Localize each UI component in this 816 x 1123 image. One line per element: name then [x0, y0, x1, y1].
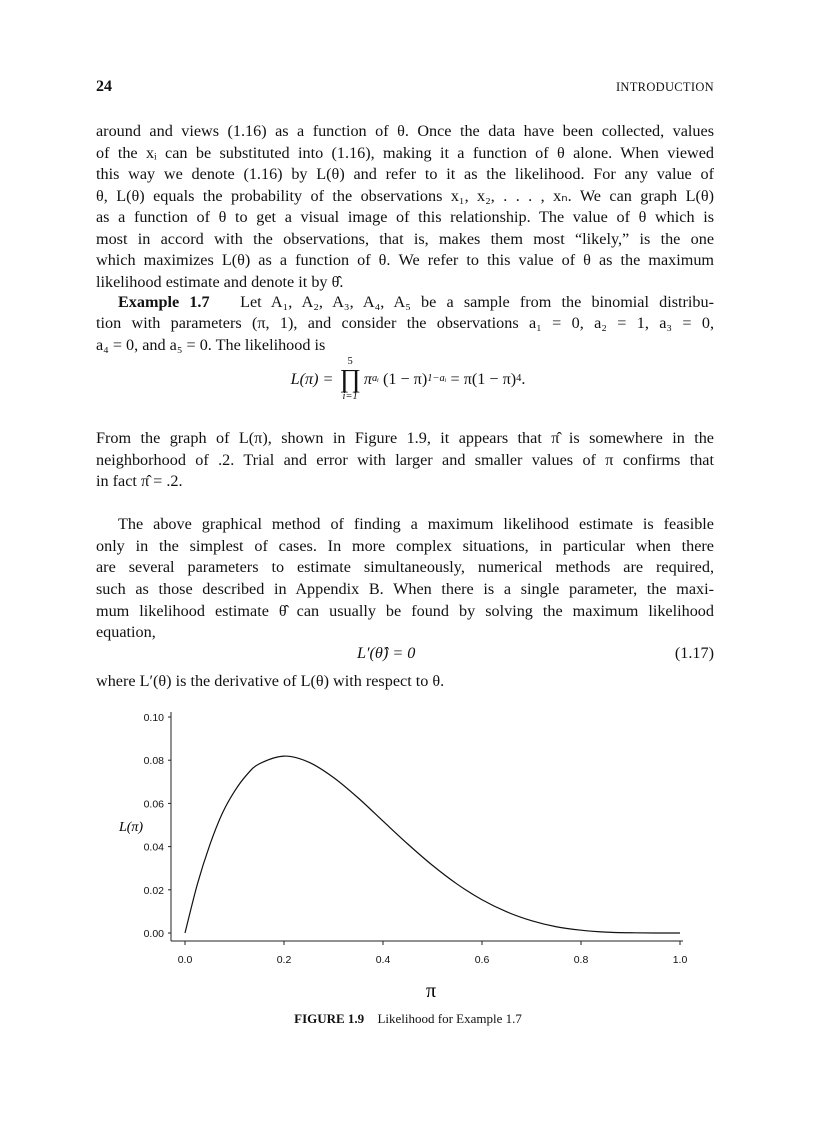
figure-caption: [0, 1011, 816, 1027]
text-line: likelihood estimate and denote it by θ̂.: [96, 273, 344, 291]
eq-part: = π(1 − π): [450, 369, 517, 388]
x-tick-label: 0.8: [573, 954, 589, 966]
text-line: mum likelihood estimate θ̂ can usually be found by solving the maximum likelihood: [96, 602, 714, 620]
example-label: Example 1.7: [118, 293, 210, 311]
y-tick-label: 0.08: [143, 755, 164, 768]
x-axis-label: π: [425, 980, 437, 1002]
running-head: INTRODUCTION: [615, 80, 714, 94]
prod-upper: 5: [347, 356, 353, 367]
text-line: most in accord with the observations, that is, makes them most “likely,” is the one: [96, 230, 714, 248]
eq-part: π: [363, 369, 372, 388]
text-line: only in the simplest of cases. In more complex situations, in particular when there: [96, 537, 714, 555]
x-tick-label: 0.6: [474, 954, 490, 966]
x-tick-label: 1.0: [672, 954, 688, 966]
text-line: as a function of θ to get a visual image of this relationship. The value of θ which is: [96, 208, 714, 226]
x-tick-label: 0.4: [375, 954, 391, 966]
paragraph-derivative: where L′(θ) is the derivative of L(θ) with respect to θ.: [96, 672, 445, 690]
text-line: which maximizes L(θ) as a function of θ. We refer to this value of θ as the maximum: [96, 251, 714, 269]
y-tick-label: 0.00: [143, 928, 164, 940]
y-axis-label: L(π): [118, 820, 144, 835]
eq-sup: aᵢ: [371, 373, 379, 384]
eq-sup: 1−aᵢ: [427, 373, 447, 384]
text-line: θ, L(θ) equals the probability of the observations x₁, x₂, . . . , xₙ. We can graph L(θ): [96, 187, 714, 205]
page-number: 24: [96, 78, 112, 95]
product-block: [339, 356, 360, 402]
example-line: a₄ = 0, and a₅ = 0. The likelihood is: [96, 336, 326, 354]
text-line: From the graph of L(π), shown in Figure 1.9, it appears that π̂ is somewhere in the: [96, 429, 714, 447]
text-line: such as those described in Appendix B. When there is a single parameter, the maxi-: [96, 580, 714, 598]
x-tick-label: 0.2: [276, 954, 292, 966]
y-tick-label: 0.10: [143, 712, 164, 724]
eq-sup: 4: [516, 373, 522, 384]
text-line: equation,: [96, 623, 156, 641]
figure-caption-text: Likelihood for Example 1.7: [377, 1011, 522, 1026]
example-text: Let A₁, A₂, A₃, A₄, A₅ be a sample from the binomial distribu-: [240, 293, 715, 311]
example-first-line: [118, 292, 714, 312]
text-line: around and views (1.16) as a function of θ. Once the data have been collected, values: [96, 122, 714, 140]
text-line: are several parameters to estimate simultaneously, numerical methods are required,: [96, 558, 714, 576]
equation-1-17: L′(θ̂) = 0: [357, 644, 416, 662]
text-line: The above graphical method of finding a maximum likelihood estimate is feasible: [118, 515, 714, 533]
text-line: this way we denote (1.16) by L(θ) and refer to it as the likelihood. For any value of: [96, 165, 714, 183]
text-line: in fact π̂ = .2.: [96, 472, 183, 490]
likelihood-equation: [0, 356, 816, 402]
example-line: tion with parameters (π, 1), and consider the observations a₁ = 0, a₂ = 1, a₃ = 0,: [96, 314, 714, 332]
eq-part: (1 − π): [382, 369, 428, 388]
y-tick-label: 0.06: [143, 798, 164, 811]
product-symbol: ∏: [339, 364, 361, 393]
y-tick-label: 0.02: [143, 884, 164, 897]
x-tick-label: 0.0: [177, 954, 193, 966]
eq-part: .: [521, 369, 526, 388]
text-line: of the xᵢ can be substituted into (1.16), making it a function of θ alone. When viewed: [96, 144, 714, 162]
eq-lhs: L(π) =: [290, 369, 334, 388]
likelihood-curve: [185, 756, 680, 933]
prod-lower: i=1: [342, 391, 358, 402]
y-tick-label: 0.04: [143, 841, 164, 854]
figure-label: FIGURE 1.9: [294, 1011, 365, 1026]
equation-number: (1.17): [674, 644, 714, 662]
text-line: neighborhood of .2. Trial and error with larger and smaller values of π confirms that: [96, 451, 714, 469]
